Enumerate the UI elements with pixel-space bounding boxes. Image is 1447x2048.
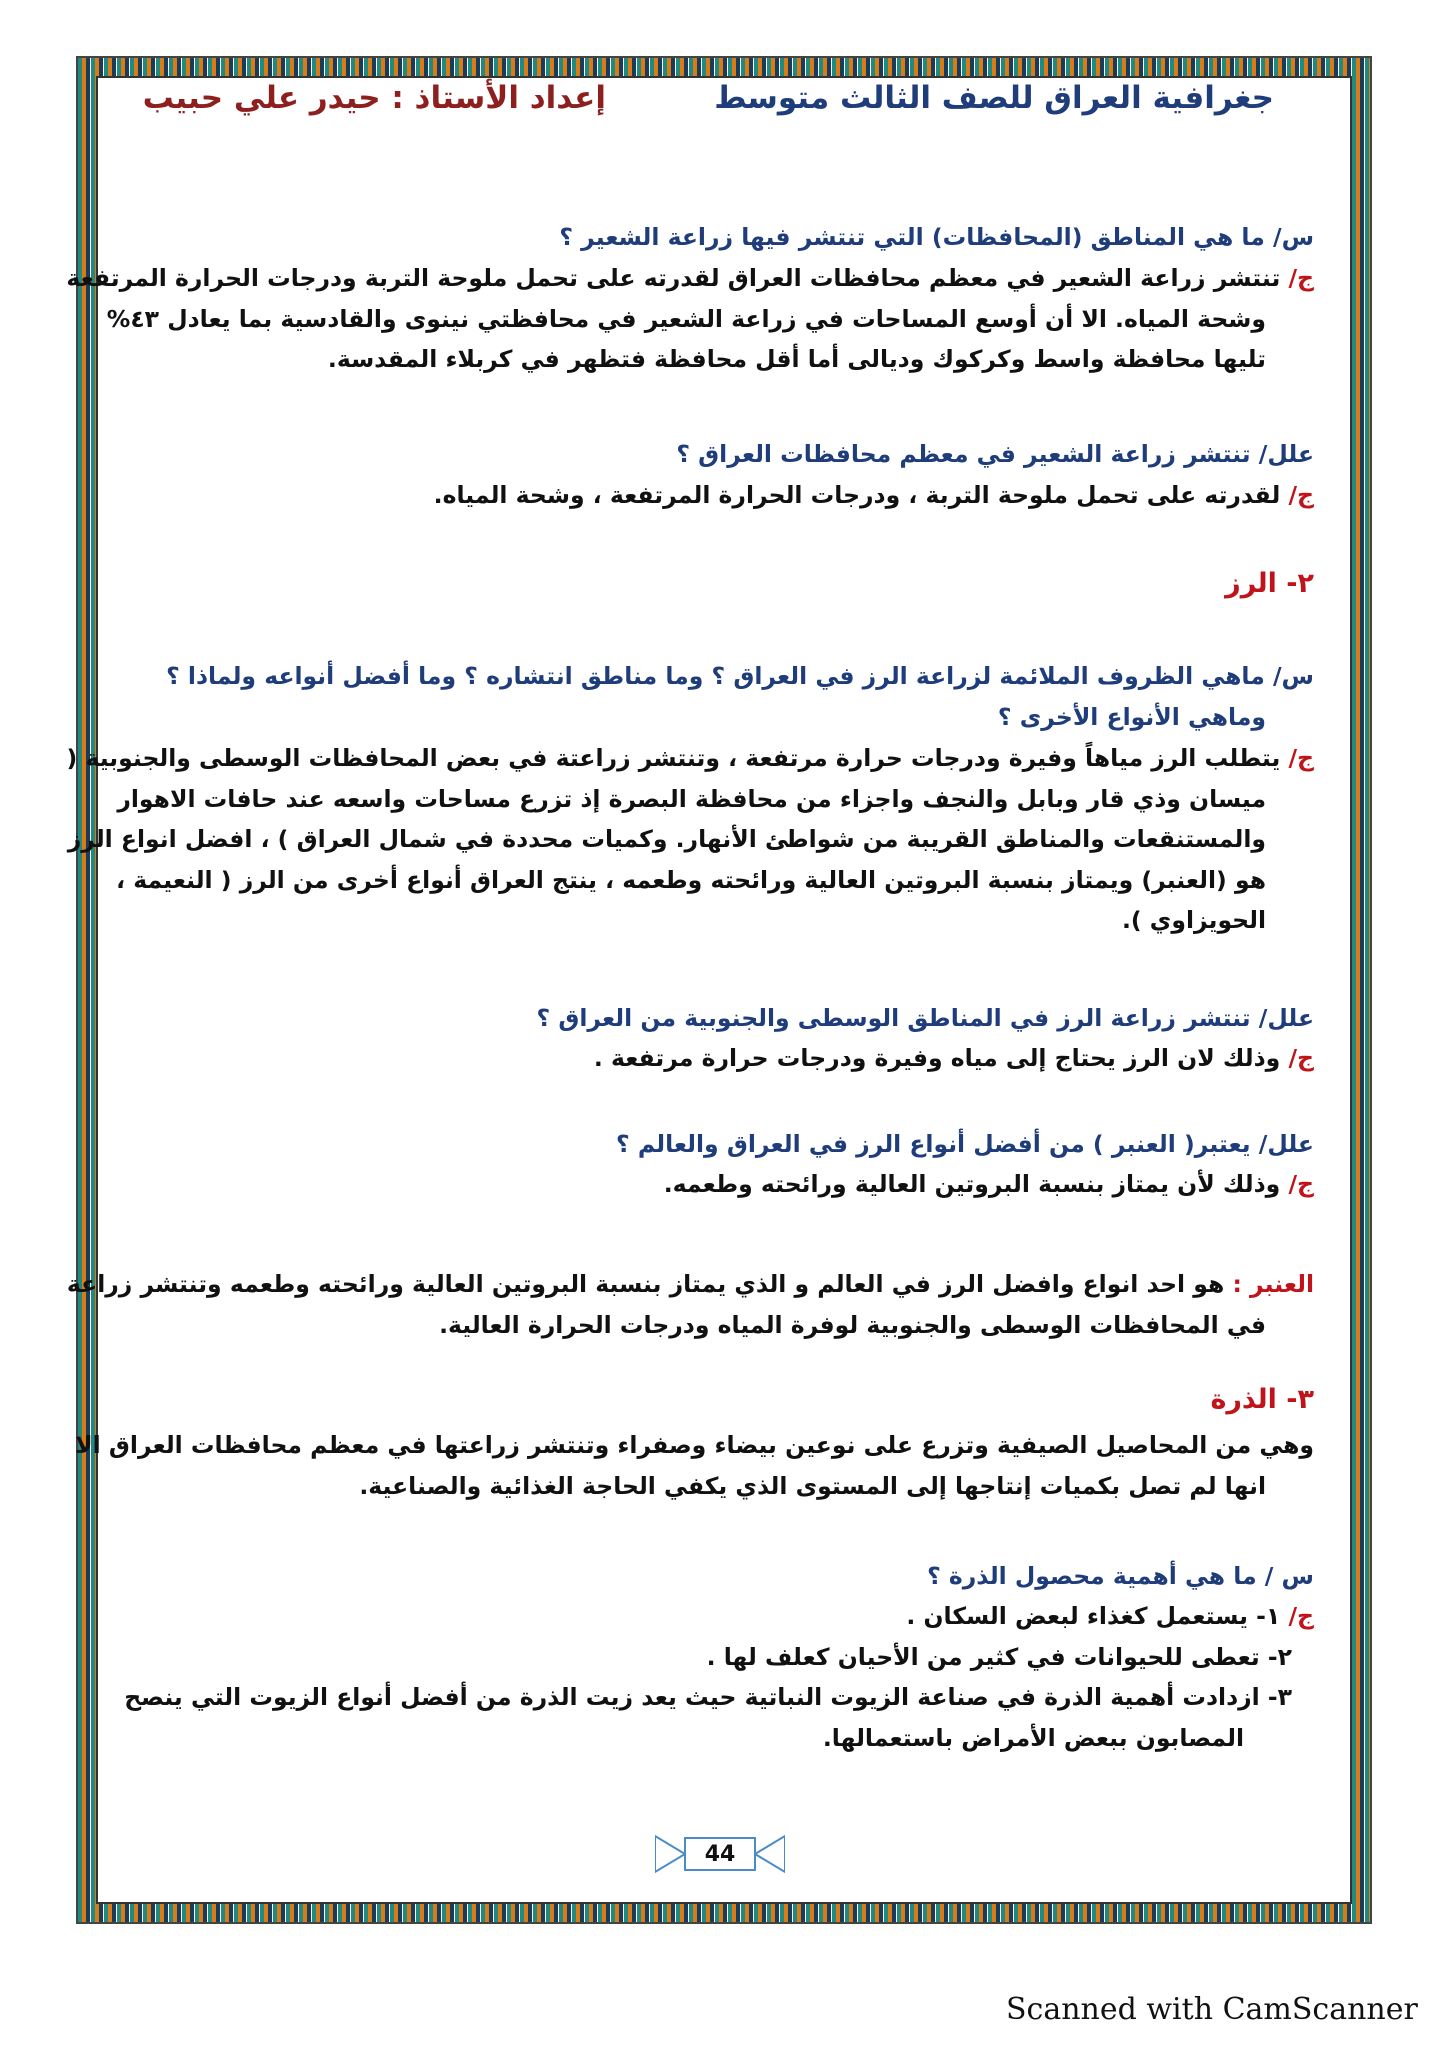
question-barley-reason: علل/ تنتشر زراعة الشعير في معظم محافظات العراق ؟ (676, 440, 1314, 468)
list-item: ٢- تعطى للحيوانات في كثير من الأحيان كعلف لها . (706, 1642, 1292, 1671)
answer-rice-conditions (66, 738, 1314, 941)
answer-barley-reason (114, 475, 1314, 516)
definition-text: هو احد انواع وافضل الرز في العالم و الذي يمتاز بنسبة البروتين العالية ورائحته وطعمه وتنتشر زراعة في المحافظات الوسطى والجنوبية لوفرة المياه ودرجات الحرارة العالية. (66, 1270, 1266, 1339)
scanner-watermark: Scanned with CamScanner (1006, 1992, 1418, 2027)
question-anbar-reason: علل/ يعتبر( العنبر ) من أفضل أنواع الرز في العراق والعالم ؟ (616, 1130, 1314, 1158)
question-rice-conditions (114, 656, 1314, 737)
section-heading-corn: ٣- الذرة (1210, 1384, 1314, 1415)
list-item (114, 1596, 1314, 1637)
answer-rice-reason (114, 1038, 1314, 1079)
answer-corn-importance (114, 1596, 1314, 1758)
page-number: 44 (704, 1841, 736, 1867)
answer-anbar-reason (114, 1164, 1314, 1205)
header-author: إعداد الأستاذ : حيدر علي حبيب (142, 80, 606, 116)
header-subject: جغرافية العراق للصف الثالث متوسط (714, 80, 1274, 116)
answer-text: وذلك لأن يمتاز بنسبة البروتين العالية ورائحته وطعمه. (663, 1170, 1281, 1198)
answer-label: ج/ (1288, 1044, 1314, 1072)
answer-label: ج/ (1288, 481, 1314, 509)
answer-label: ج/ (1288, 1602, 1314, 1630)
answer-label: ج/ (1288, 264, 1314, 292)
answer-text: يتطلب الرز مياهاً وفيرة ودرجات حرارة مرتفعة ، وتنتشر زراعتة في بعض المحافظات الوسطى والجنوبية ( ميسان وذي قار وبابل والنجف واجزاء من محافظة البصرة إذ تزرع مساحات واسعه عند حافات الاهوار والمستنقعات والمناطق القريبة من شواطئ الأنهار. وكميات محددة في شمال العراق ) ، افضل انواع الرز هو (العنبر) ويمتاز بنسبة البروتين العالية ورائحته وطعمه ، ينتج العراق أنواع أخرى من الرز ( النعيمة ، الحويزاوي ). (66, 744, 1281, 934)
answer-text: وذلك لان الرز يحتاج إلى مياه وفيرة ودرجات حرارة مرتفعة . (593, 1044, 1281, 1072)
question-rice-reason: علل/ تنتشر زراعة الرز في المناطق الوسطى والجنوبية من العراق ؟ (536, 1004, 1314, 1032)
document-page (66, 80, 1336, 1900)
answer-barley-regions (66, 258, 1314, 380)
corn-intro: وهي من المحاصيل الصيفية وتزرع على نوعين بيضاء وصفراء وتنتشر زراعتها في معظم محافظات العراق الا انها لم تصل بكميات إنتاجها إلى المستوى الذي يكفي الحاجة الغذائية والصناعية. (75, 1431, 1314, 1500)
question-line: وماهي الأنواع الأخرى ؟ (997, 702, 1266, 731)
question-barley-regions: س/ ما هي المناطق (المحافظات) التي تنتشر فيها زراعة الشعير ؟ (559, 223, 1314, 251)
answer-text: تنتشر زراعة الشعير في معظم محافظات العراق لقدرته على تحمل ملوحة التربة ودرجات الحرارة المرتفعة وشحة المياه. الا أن أوسع المساحات في زراعة الشعير في محافظتي نينوى والقادسية بما يعادل ٤٣% تليها محافظة واسط وكركوك وديالى أما أقل محافظة فتظهر في كربلاء المقدسة. (66, 264, 1281, 373)
page-number-badge (655, 1834, 785, 1874)
definition-anbar (66, 1264, 1314, 1345)
list-item: ٣- ازدادت أهمية الذرة في صناعة الزيوت النباتية حيث يعد زيت الذرة من أفضل أنواع الزيوت التي ينصح المصابون ببعض الأمراض باستعمالها. (124, 1683, 1292, 1752)
definition-term: العنبر : (1232, 1270, 1314, 1298)
answer-label: ج/ (1288, 744, 1314, 772)
question-corn-importance: س / ما هي أهمية محصول الذرة ؟ (927, 1562, 1314, 1590)
section-heading-rice: ٢- الرز (1225, 568, 1314, 599)
answer-label: ج/ (1288, 1170, 1314, 1198)
list-item-text: ١- يستعمل كغذاء لبعض السكان . (906, 1602, 1281, 1630)
answer-text: لقدرته على تحمل ملوحة التربة ، ودرجات الحرارة المرتفعة ، وشحة المياه. (433, 481, 1281, 509)
question-line: س/ ماهي الظروف الملائمة لزراعة الرز في العراق ؟ وما مناطق انتشاره ؟ وما أفضل أنواعه ولماذا ؟ (166, 662, 1314, 690)
